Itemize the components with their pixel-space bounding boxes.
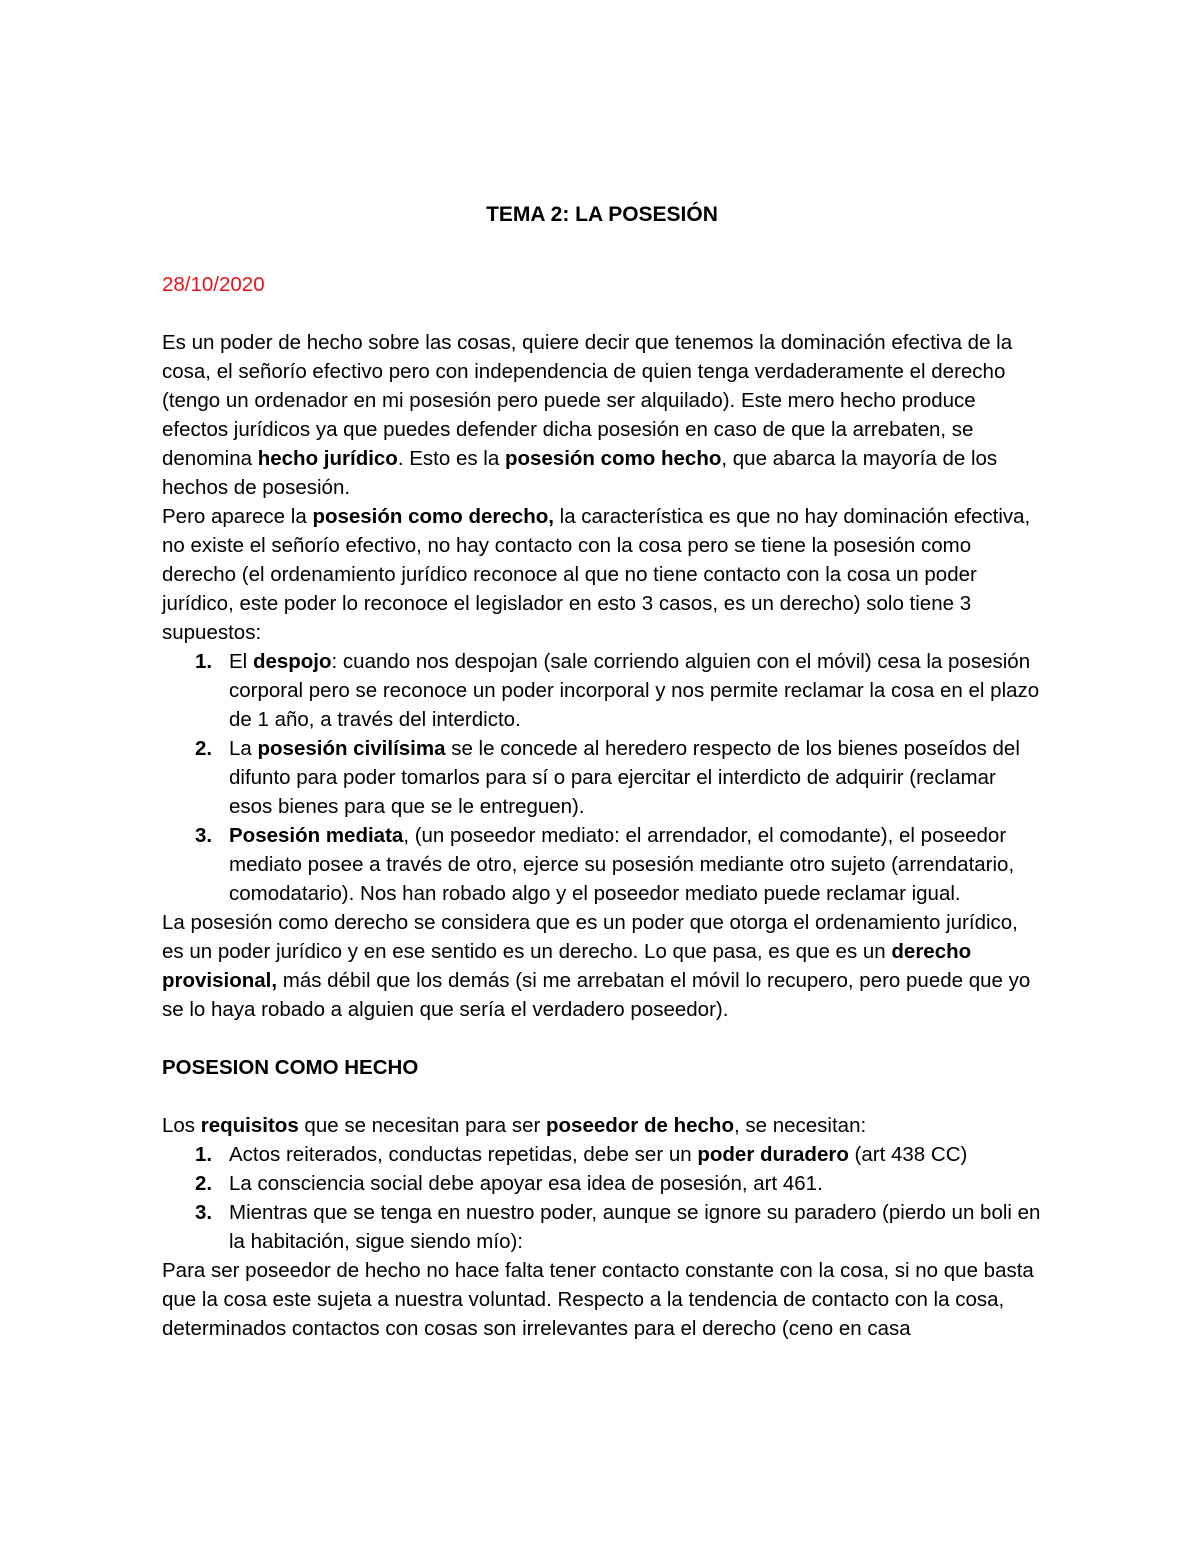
supuestos-list — [162, 647, 1042, 908]
requisitos-paragraph: Los requisitos que se necesitan para ser poseedor de hecho, se necesitan: — [162, 1114, 867, 1137]
blank-line — [162, 1024, 1042, 1053]
closing-paragraph: Para ser poseedor de hecho no hace falta tener contacto constante con la cosa, si no que basta que la cosa este sujeta a nuestra voluntad. Respecto a la tendencia de contacto con la cosa, determinados contactos con cosas son irrelevantes para el derecho (ceno en casa — [162, 1259, 1034, 1340]
document-content — [162, 200, 1042, 1343]
intro-paragraph: Es un poder de hecho sobre las cosas, quiere decir que tenemos la dominación efectiva de la cosa, el señorío efectivo pero con independencia de quien tenga verdaderamente el derecho (tengo un ordenador en mi posesión pero puede ser alquilado). Este mero hecho produce efectos jurídicos ya que puedes defender dicha posesión en caso de que la arrebaten, se denomina hecho jurídico. Esto es la posesión como hecho, que abarca la mayoría de los hechos de posesión. — [162, 331, 1013, 499]
list-item: 1. El despojo: cuando nos despojan (sale corriendo alguien con el móvil) cesa la posesión corporal pero se reconoce un poder incorporal y nos permite reclamar la cosa en el plazo de 1 año, a través del interdicto. — [195, 650, 1040, 731]
list-item: 3. Posesión mediata, (un poseedor mediato: el arrendador, el comodante), el poseedor mediato posee a través de otro, ejerce su posesión mediante otro sujeto (arrendatario, comodatario). Nos han robado algo y el poseedor mediato puede reclamar igual. — [195, 824, 1015, 905]
date-label: 28/10/2020 — [162, 273, 265, 296]
page-title: TEMA 2: LA POSESIÓN — [486, 203, 718, 226]
list-item: 3. Mientras que se tenga en nuestro poder, aunque se ignore su paradero (pierdo un boli en la habitación, sigue siendo mío): — [195, 1201, 1041, 1253]
derecho-provisional-paragraph: La posesión como derecho se considera que es un poder que otorga el ordenamiento jurídico, es un poder jurídico y en ese sentido es un derecho. Lo que pasa, es que es un derecho provisional, más débil que los demás (si me arrebatan el móvil lo recupero, pero puede que yo se lo haya robado a alguien que sería el verdadero poseedor). — [162, 911, 1031, 1021]
derecho-paragraph: Pero aparece la posesión como derecho, la característica es que no hay dominación efectiva, no existe el señorío efectivo, no hay contacto con la cosa pero se tiene la posesión como derecho (el ordenamiento jurídico reconoce al que no tiene contacto con la cosa un poder jurídico, este poder lo reconoce el legislador en esto 3 casos, es un derecho) solo tiene 3 supuestos: — [162, 505, 1031, 644]
blank-line — [162, 1082, 1042, 1111]
list-item: 2. La consciencia social debe apoyar esa idea de posesión, art 461. — [195, 1172, 823, 1195]
list-item: 2. La posesión civilísima se le concede al heredero respecto de los bienes poseídos del difunto para poder tomarlos para sí o para ejercitar el interdicto de adquirir (reclamar esos bienes para que se le entreguen). — [195, 737, 1020, 818]
section-heading: POSESION COMO HECHO — [162, 1056, 419, 1079]
list-item: 1. Actos reiterados, conductas repetidas, debe ser un poder duradero (art 438 CC) — [195, 1143, 968, 1166]
requisitos-list — [162, 1140, 1042, 1256]
